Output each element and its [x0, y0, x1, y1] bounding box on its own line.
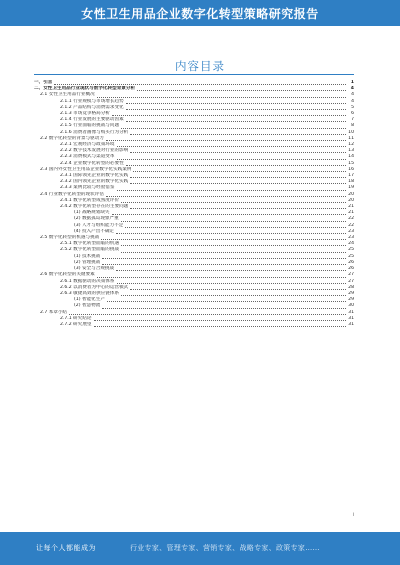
toc-leader-dots [121, 201, 346, 203]
toc-entry-label: (3) 人才与组织能力不足 [74, 222, 124, 228]
footer-slogan: 让每个人都能成为 [36, 544, 96, 552]
toc-entry-page: 31 [348, 315, 354, 321]
toc-entry-label: (1) 智能化生产 [74, 297, 105, 303]
toc-entry-page: 22 [348, 216, 354, 222]
toc-entry-page: 22 [348, 222, 354, 228]
toc-entry-label: 2.4 行业数字化转型的现状评估 [40, 191, 104, 197]
toc-leader-dots [102, 307, 346, 309]
toc-entry-page: 4 [351, 98, 354, 104]
toc-leader-dots [126, 102, 346, 104]
toc-entry-page: 14 [348, 154, 354, 160]
toc-entry-page: 24 [348, 241, 354, 247]
toc-entry-label: (1) 技术挑战 [74, 253, 101, 259]
toc-entry-label: 2.2 数字化转型的背景与驱动力 [40, 135, 104, 141]
toc-leader-dots [102, 257, 346, 259]
toc-leader-dots [112, 213, 346, 215]
toc-entry-label: 2.5.1 数字化转型面临的机遇 [60, 241, 120, 247]
toc-entry-label: 2.1.4 行业发展的主要驱动因素 [60, 117, 124, 123]
toc-leader-dots [106, 139, 346, 141]
toc-leader-dots [130, 288, 346, 290]
toc-entry-label: 2.7.1 研究结论 [60, 315, 92, 321]
toc-entry-label: 2.4.2 数字化转型存在的主要问题 [60, 204, 129, 210]
report-title: 女性卫生用品企业数字化转型策略研究报告 [81, 6, 319, 21]
toc-leader-dots [116, 232, 346, 234]
toc-entry-label: 二、女性卫生用品行业现状与数字化转型背景分析 [34, 86, 136, 92]
toc-entry-label: 2.2.3 消费模式与渠道变革 [60, 154, 115, 160]
toc-leader-dots [125, 226, 346, 228]
toc-leader-dots [130, 133, 346, 135]
toc-leader-dots [126, 164, 346, 166]
toc-entry-page: 13 [348, 148, 354, 154]
toc-entry-page: 19 [348, 185, 354, 191]
toc-entry-label: 2.1.1 行业规模与市场增长趋势 [60, 98, 124, 104]
toc-entry-label: 2.7.2 研究展望 [60, 321, 92, 327]
toc-leader-dots [121, 127, 346, 129]
toc-leader-dots [54, 83, 346, 85]
toc-leader-dots [94, 319, 346, 321]
toc-leader-dots [126, 108, 346, 110]
toc-entry-label: 2.1.6 消费者画像与购买行为分析 [60, 129, 129, 135]
toc-leader-dots [121, 294, 346, 296]
toc-entry-page: 4 [351, 92, 354, 98]
toc-entry-page: 31 [348, 309, 354, 315]
toc-entry-page: 21 [348, 210, 354, 216]
toc-entry-page: 10 [348, 129, 354, 135]
toc-entry-page: 20 [348, 191, 354, 197]
toc-entry-page: 8 [351, 123, 354, 129]
toc-leader-dots [126, 120, 346, 122]
toc-entry-page: 7 [351, 117, 354, 123]
toc-entry-page: 25 [348, 247, 354, 253]
toc-entry-label: 2.4.1 数字化转型成熟度评价 [60, 197, 120, 203]
toc-entry-page: 16 [348, 166, 354, 172]
toc-entry-label: 2.1.2 产品结构与消费需求变化 [60, 104, 124, 110]
toc-entry-label: (2) 管理挑战 [74, 259, 101, 265]
toc-entry-label: 2.3.2 国内领先企业的数字化实践 [60, 179, 129, 185]
toc-entry-page: 29 [348, 290, 354, 296]
toc-entry-page: 30 [348, 303, 354, 309]
toc-leader-dots [112, 114, 346, 116]
toc-entry[interactable] [34, 322, 354, 328]
toc-leader-dots [130, 151, 346, 153]
toc-entry-label: 2.3.3 案例比较与经验借鉴 [60, 185, 115, 191]
toc-entry-page: 23 [348, 235, 354, 241]
toc-entry-label: 2.1.3 市场竞争格局分析 [60, 111, 110, 117]
toc-entry-label: (3) 安全与合规挑战 [74, 266, 115, 272]
toc-leader-dots [117, 282, 347, 284]
toc-entry-page: 18 [348, 179, 354, 185]
toc-entry-label: 2.6 数字化转型的关键要素 [40, 272, 95, 278]
toc-entry-label: (1) 战略规划缺失 [74, 210, 110, 216]
toc-leader-dots [117, 189, 347, 191]
toc-leader-dots [121, 251, 346, 253]
toc-entry-page: 21 [348, 204, 354, 210]
toc-entry-label: 2.7 本章小结 [40, 309, 68, 315]
toc-leader-dots [101, 238, 346, 240]
toc-entry-label: 2.3 国内外女性卫生用品企业数字化实践案例 [40, 166, 132, 172]
toc-entry-page: 4 [350, 86, 354, 92]
toc-entry-label: 一、引言 [34, 80, 53, 85]
toc-entry-page: 12 [348, 142, 354, 148]
toc-entry-label: 2.1 女性卫生用品行业概况 [40, 92, 95, 98]
toc-entry-page: 26 [348, 266, 354, 272]
page-number: I [352, 513, 354, 518]
toc-leader-dots [97, 96, 346, 98]
toc-entry-page: 27 [348, 278, 354, 284]
toc-heading: 内容目录 [175, 59, 225, 73]
toc-entry-label: 2.3.1 国际领先企业的数字化实践 [60, 173, 129, 179]
toc-leader-dots [69, 313, 346, 315]
toc-leader-dots [121, 244, 346, 246]
toc-entry-label: 2.6.1 数据驱动的决策体系 [60, 278, 115, 284]
toc-entry-page: 31 [348, 321, 354, 327]
toc-entry-page: 20 [348, 197, 354, 203]
footer-tagline: 行业专家、管理专家、营销专家、战略专家、政策专家…… [130, 544, 320, 552]
toc-entry-page: 15 [348, 160, 354, 166]
footer-bar [0, 532, 400, 565]
toc-leader-dots [137, 89, 346, 91]
toc-entry-page: 27 [348, 272, 354, 278]
toc-entry-page: 23 [348, 228, 354, 234]
toc-leader-dots [130, 207, 346, 209]
toc-entry-label: 2.6.3 敏捷高效的供应链体系 [60, 290, 120, 296]
header-bar [0, 0, 400, 26]
toc-leader-dots [106, 195, 346, 197]
toc-entry-label: (2) 数据孤岛现象严重 [74, 216, 119, 222]
toc-entry-page: 17 [348, 173, 354, 179]
toc-entry-label: 2.2.2 数字技术发展对行业的影响 [60, 148, 129, 154]
toc-leader-dots [121, 220, 346, 222]
toc-entry-page: 11 [348, 135, 354, 141]
toc-entry-label: (4) 投入产出不确定 [74, 228, 115, 234]
toc-leader-dots [117, 158, 347, 160]
toc-leader-dots [116, 269, 346, 271]
table-of-contents [34, 80, 354, 328]
toc-leader-dots [94, 325, 346, 327]
toc-leader-dots [97, 276, 346, 278]
toc-entry-label: 2.6.2 以消费者为中心的运营模式 [60, 284, 129, 290]
toc-entry-page: 26 [348, 259, 354, 265]
toc-leader-dots [130, 176, 346, 178]
toc-entry-page: 5 [351, 104, 354, 110]
toc-entry-page: 1 [350, 80, 354, 85]
toc-entry-page: 29 [348, 297, 354, 303]
toc-divider [34, 74, 354, 75]
toc-leader-dots [117, 145, 347, 147]
toc-entry-label: 2.5.2 数字化转型面临的挑战 [60, 247, 120, 253]
toc-entry-label: 2.1.5 行业面临的挑战与问题 [60, 123, 120, 129]
toc-entry-page: 28 [348, 284, 354, 290]
toc-entry-page: 6 [351, 111, 354, 117]
toc-entry-page: 25 [348, 253, 354, 259]
toc-leader-dots [133, 170, 346, 172]
toc-leader-dots [130, 182, 346, 184]
toc-entry-label: (2) 智慧物流 [74, 303, 101, 309]
toc-leader-dots [102, 263, 346, 265]
toc-leader-dots [107, 300, 346, 302]
toc-entry-label: 2.5 数字化转型的机遇与挑战 [40, 235, 100, 241]
toc-entry-label: 2.2.4 企业数字化转型的必要性 [60, 160, 124, 166]
toc-entry-label: 2.2.1 宏观经济与政策环境 [60, 142, 115, 148]
